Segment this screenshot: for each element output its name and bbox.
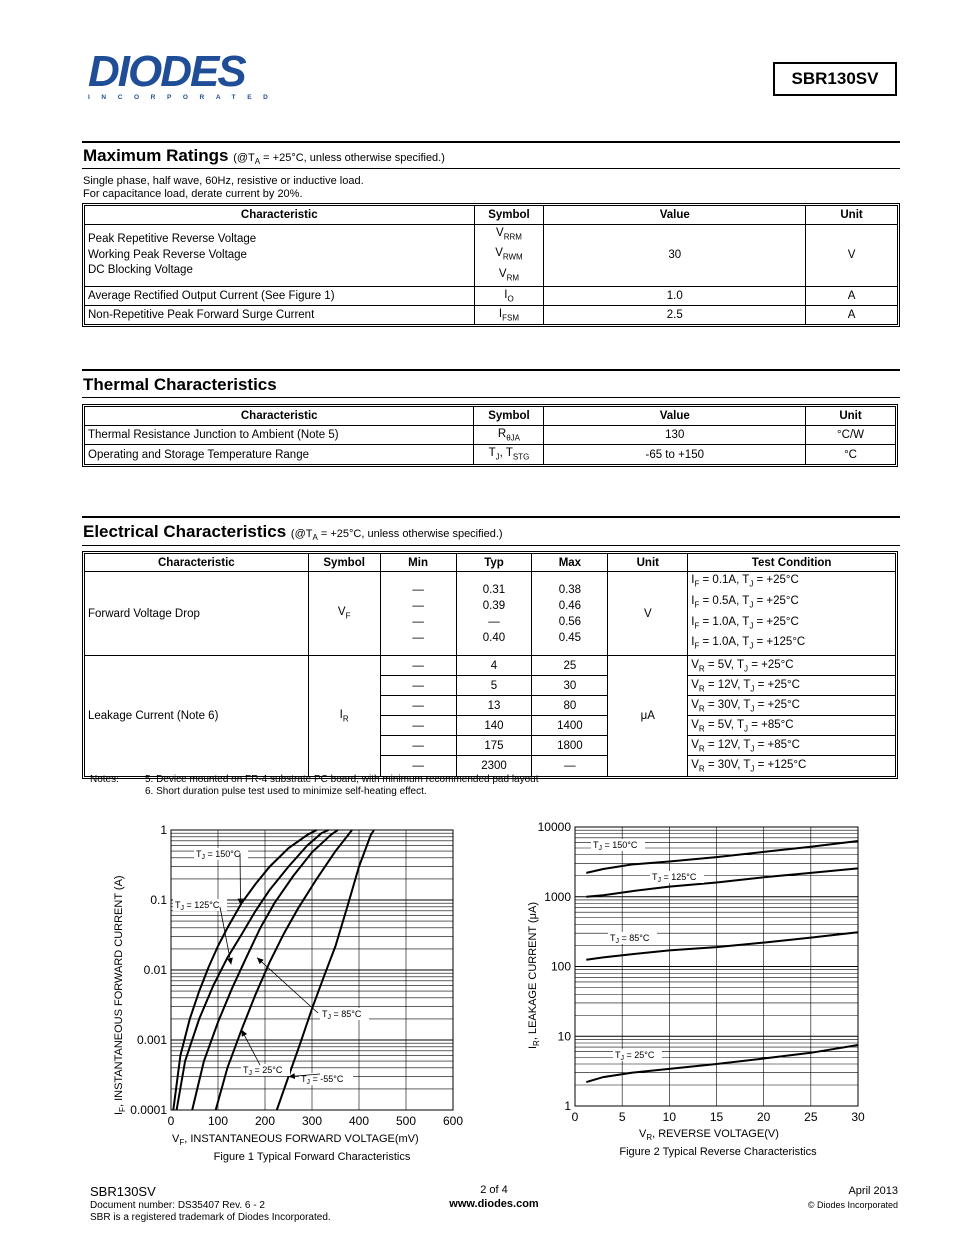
- col-header: Test Condition: [688, 554, 896, 572]
- cell-text: Leakage Current (Note 6): [85, 656, 309, 777]
- typ-cell: 140: [456, 716, 532, 736]
- value-cell: 130: [544, 426, 806, 445]
- col-header: Min: [380, 554, 456, 572]
- cell-text: Peak Repetitive Reverse Voltage: [88, 233, 257, 246]
- series-label: $T_J = 25^\circ C$: [615, 1050, 655, 1062]
- x-tick-label: 30: [851, 1110, 865, 1124]
- figure1-ylabel: $I_F$, INSTANTANEOUS FORWARD CURRENT (A): [113, 875, 127, 1115]
- test-condition-cell: $I_F = 0.1A$, $T_J = +25^\circ C$ $I_F = 0.5A$, $T_J = +25^\circ C$ $I_F = 1.0A$, $T_J = +25^\circ C$ $I_F = 1.0A$, $T_J = +125^\circ C$: [688, 572, 896, 656]
- series-label: $T_J = 25^\circ C$: [243, 1065, 283, 1077]
- x-tick-label: 15: [709, 1110, 724, 1124]
- figure2-labels: [591, 839, 704, 1062]
- section-condition: ($@T_A = +25^\circ C$, unless otherwise specified.): [290, 528, 503, 543]
- figure1-labels: [173, 848, 369, 1086]
- min-cell: —: [380, 716, 456, 736]
- y-tick-label: 10: [557, 1029, 571, 1044]
- unit-cell: V: [608, 572, 688, 656]
- figure1-chart: [100, 815, 480, 1170]
- symbol-cell: $I_R$: [308, 656, 380, 777]
- max-ratings-note: Single phase, half wave, 60Hz, resistive or inductive load. For capacitance load, derate current by 20%.: [83, 175, 364, 200]
- section-underline: [82, 545, 900, 546]
- max-cell: 1800: [532, 736, 608, 756]
- col-header: Characteristic: [85, 554, 309, 572]
- section-rule: [82, 369, 900, 371]
- unit-cell: A: [806, 305, 898, 324]
- figure2-xlabel: $V_R$, REVERSE VOLTAGE(V): [639, 1128, 779, 1142]
- cell-text: Thermal Resistance Junction to Ambient (Note 5): [85, 426, 474, 445]
- thermal-title: Thermal Characteristics: [83, 375, 277, 394]
- min-cell: —: [380, 656, 456, 676]
- cell-text: Average Rectified Output Current (See Figure 1): [85, 286, 475, 305]
- electrical-table: [82, 551, 898, 779]
- min-cell: —: [380, 696, 456, 716]
- test-condition-cell: $V_R = 30V$, $T_J = +125^\circ C$: [688, 756, 896, 777]
- x-tick-label: 200: [254, 1114, 276, 1128]
- symbol-cell: $V_F$: [308, 572, 380, 656]
- x-tick-label: 5: [618, 1110, 626, 1124]
- figure2-title: Figure 2 Typical Reverse Characteristics: [619, 1146, 817, 1158]
- min-cell: —: [380, 736, 456, 756]
- figure1-title: Figure 1 Typical Forward Characteristics: [213, 1151, 411, 1163]
- section-condition: ($@T_A = +25^\circ C$, unless otherwise specified.): [233, 152, 445, 167]
- symbol-cell: $T_J$, $T_{STG}$: [474, 445, 544, 465]
- table-row: [85, 445, 896, 465]
- col-header: Max: [532, 554, 608, 572]
- table-row: [85, 286, 898, 305]
- y-tick-label: 1000: [544, 889, 571, 904]
- section-underline: [82, 397, 900, 398]
- figure2-ticks: [538, 820, 865, 1124]
- x-tick-label: 10: [662, 1110, 677, 1124]
- unit-cell: μA: [608, 656, 688, 777]
- series-label: $T_J = 150^\circ C$: [593, 840, 638, 852]
- x-tick-label: 0: [167, 1114, 175, 1128]
- y-tick-label: 0.01: [143, 963, 167, 977]
- website-link[interactable]: www.diodes.com: [449, 1198, 539, 1210]
- max-cell: 25: [532, 656, 608, 676]
- footer-part: SBR130SV: [90, 1184, 156, 1199]
- unit-cell: V: [806, 225, 898, 287]
- series-label: $T_J = 150^\circ C$: [196, 849, 241, 861]
- col-header: Unit: [608, 554, 688, 572]
- col-header: Symbol: [474, 407, 544, 426]
- value-cell: 1.0: [544, 286, 806, 305]
- col-header: Value: [544, 206, 806, 225]
- y-tick-label: 0.0001: [130, 1103, 167, 1117]
- logo-text: DIODES: [88, 47, 245, 96]
- note-item: 5. Device mounted on FR-4 substrate PC board, with minimum recommended pad layout: [145, 774, 539, 785]
- leader-line: [240, 853, 241, 905]
- max-cell: —: [532, 756, 608, 777]
- x-tick-label: 300: [301, 1114, 323, 1128]
- figure2-ylabel: $I_R$, LEAKAGE CURRENT (μA): [527, 901, 541, 1049]
- series-label: $T_J = 85^\circ C$: [322, 1009, 362, 1021]
- col-header: Unit: [806, 206, 898, 225]
- figure2-curves: [586, 841, 858, 1082]
- max-cell: 1400: [532, 716, 608, 736]
- table-row: [85, 426, 896, 445]
- part-number-box: SBR130SV: [773, 62, 897, 96]
- unit-cell: °C: [806, 445, 896, 465]
- col-header: Value: [544, 407, 806, 426]
- col-header: Typ: [456, 554, 532, 572]
- unit-cell: °C/W: [806, 426, 896, 445]
- x-tick-label: 100: [207, 1114, 229, 1128]
- cell-text: Non-Repetitive Peak Forward Surge Current: [85, 305, 475, 324]
- x-tick-label: 600: [442, 1114, 464, 1128]
- x-tick-label: 20: [756, 1110, 771, 1124]
- value-cell: -65 to +150: [544, 445, 806, 465]
- typ-cell: 13: [456, 696, 532, 716]
- cell-text: Operating and Storage Temperature Range: [85, 445, 474, 465]
- footer-right: [700, 1184, 898, 1212]
- series-label: $T_J = 125^\circ C$: [652, 872, 697, 884]
- symbol-cell: $I_O$: [474, 286, 544, 305]
- test-condition-cell: $V_R = 12V$, $T_J = +85^\circ C$: [688, 736, 896, 756]
- y-tick-label: 100: [550, 959, 571, 974]
- col-header: Characteristic: [85, 206, 475, 225]
- col-header: Unit: [806, 407, 896, 426]
- table-row: [85, 656, 896, 676]
- table-row: [85, 225, 898, 287]
- section-underline: [82, 168, 900, 169]
- series-line: [586, 868, 858, 896]
- series-label: $T_J = 85^\circ C$: [610, 933, 650, 945]
- diodes-logo: [88, 47, 280, 101]
- x-tick-label: 25: [804, 1110, 818, 1124]
- col-header: Characteristic: [85, 407, 474, 426]
- value-cell: 2.5: [544, 305, 806, 324]
- notes-list: [145, 774, 539, 798]
- thermal-table: [82, 404, 898, 467]
- y-tick-label: 0.001: [136, 1033, 167, 1047]
- max-cell: 0.38 0.46 0.56 0.45: [532, 572, 608, 656]
- table-row: [85, 305, 898, 324]
- table-row: [85, 572, 896, 656]
- y-tick-label: 1: [564, 1099, 571, 1113]
- logo-subtext: INCORPORATED: [88, 94, 280, 101]
- figure1-grid: [171, 830, 453, 1110]
- test-condition-cell: $V_R = 5V$, $T_J = +85^\circ C$: [688, 716, 896, 736]
- max-ratings-table: [82, 203, 900, 327]
- electrical-title: [83, 522, 503, 542]
- x-tick-label: 400: [348, 1114, 370, 1128]
- note-item: 6. Short duration pulse test used to minimize self-heating effect.: [145, 786, 427, 797]
- typ-cell: 2300: [456, 756, 532, 777]
- test-condition-cell: $V_R = 30V$, $T_J = +25^\circ C$: [688, 696, 896, 716]
- unit-cell: A: [806, 286, 898, 305]
- figure2-chart: [515, 815, 875, 1165]
- leader-arrow: [227, 958, 233, 965]
- page-number: 2 of 4: [480, 1184, 508, 1196]
- cell-text: Forward Voltage Drop: [85, 572, 309, 656]
- notes-label: Notes:: [90, 774, 119, 785]
- test-condition-cell: $V_R = 5V$, $T_J = +25^\circ C$: [688, 656, 896, 676]
- y-tick-label: 0.1: [150, 893, 167, 907]
- typ-cell: 175: [456, 736, 532, 756]
- symbol-cell: $I_{FSM}$: [474, 305, 544, 324]
- max-cell: 80: [532, 696, 608, 716]
- y-tick-label: 1: [160, 823, 167, 837]
- max-cell: 30: [532, 676, 608, 696]
- min-cell: —: [380, 676, 456, 696]
- figure1-ticks: [130, 823, 463, 1128]
- col-header: Symbol: [308, 554, 380, 572]
- symbol-cell: $V_{RRM}$ $V_{RWM}$ $V_{RM}$: [474, 225, 544, 287]
- min-cell: — — — —: [380, 572, 456, 656]
- test-condition-cell: $V_R = 12V$, $T_J = +25^\circ C$: [688, 676, 896, 696]
- footer-center: [394, 1183, 594, 1211]
- section-title-text: Maximum Ratings: [83, 146, 229, 165]
- series-label: $T_J = -55^\circ C$: [301, 1074, 344, 1086]
- min-cell: —: [380, 756, 456, 777]
- footer-copyright: © Diodes Incorporated: [807, 1200, 898, 1210]
- footer-date: April 2013: [848, 1185, 898, 1197]
- cell-text: Working Peak Reverse Voltage: [88, 248, 247, 261]
- typ-cell: 5: [456, 676, 532, 696]
- cell-text: DC Blocking Voltage: [88, 264, 193, 277]
- max-ratings-title: [83, 146, 445, 166]
- col-header: Symbol: [474, 206, 544, 225]
- typ-cell: 4: [456, 656, 532, 676]
- section-rule: [82, 516, 900, 518]
- x-tick-label: 500: [395, 1114, 417, 1128]
- footer-doc: Document number: DS35407 Rev. 6 - 2 SBR is a registered trademark of Diodes Incorporated.: [90, 1200, 331, 1223]
- x-tick-label: 0: [571, 1110, 579, 1124]
- figure1-xlabel: $V_F$, INSTANTANEOUS FORWARD VOLTAGE(mV): [172, 1133, 419, 1147]
- y-tick-label: 10000: [537, 820, 571, 834]
- section-rule: [82, 141, 900, 143]
- section-title-text: Electrical Characteristics: [83, 522, 287, 541]
- typ-cell: 0.31 0.39 — 0.40: [456, 572, 532, 656]
- symbol-cell: $R_{\theta JA}$: [474, 426, 544, 445]
- value-cell: 30: [544, 225, 806, 287]
- series-label: $T_J = 125^\circ C$: [175, 900, 220, 912]
